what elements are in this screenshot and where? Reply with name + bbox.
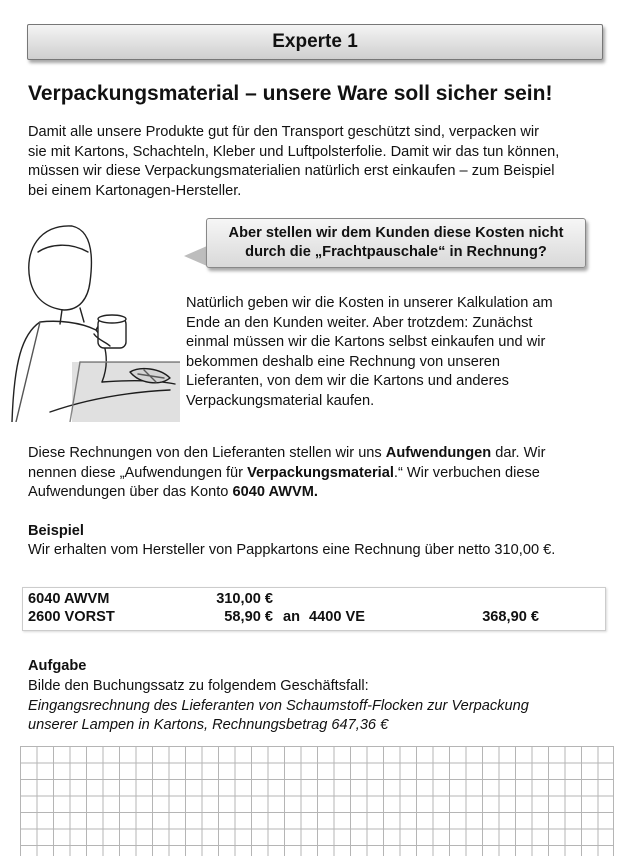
person-illustration: [10, 222, 180, 422]
title-banner: [27, 24, 603, 60]
bold-term: Aufwendungen: [385, 445, 492, 461]
speech-bubble-tail: [184, 246, 207, 266]
bubble-line: Aber stellen wir dem Kunden diese Kosten nicht: [228, 224, 564, 241]
explanation-paragraph: [186, 294, 606, 411]
accounts-line: [28, 483, 618, 503]
accounts-line: [28, 444, 618, 464]
debit-amount-1: 310,00 €: [216, 591, 273, 607]
intro-line: bei einem Kartonagen-Hersteller.: [28, 182, 242, 199]
task-line: Bilde den Buchungssatz zu folgendem Geschäftsfall:: [28, 678, 369, 694]
intro-line: Damit alle unsere Produkte gut für den Transport geschützt sind, verpacken wir: [28, 124, 540, 140]
task-case-text: Eingangsrechnung des Lieferanten von Schaumstoff-Flocken zur Verpackung: [28, 697, 529, 714]
task-text: [28, 677, 618, 736]
bubble-line: durch die „Frachtpauschale“ in Rechnung?: [245, 244, 547, 260]
task-line: [28, 716, 618, 736]
example-text: Wir erhalten vom Hersteller von Pappkartons eine Rechnung über netto 310,00 €.: [28, 542, 556, 558]
debit-account-2: 2600 VORST: [28, 609, 115, 625]
intro-paragraph: [28, 123, 618, 201]
credit-amount: 368,90 €: [482, 609, 539, 625]
task-title: Aufgabe: [28, 658, 87, 674]
bold-term: Verpackungsmaterial: [247, 464, 394, 481]
booking-entry: [22, 587, 606, 631]
accounts-paragraph: [28, 444, 618, 503]
speech-bubble: [206, 218, 586, 268]
task-line: [28, 697, 618, 717]
text-run: .“ Wir verbuchen diese: [393, 464, 540, 481]
answer-grid[interactable]: [20, 746, 614, 856]
debit-account-1: 6040 AWVM: [28, 591, 110, 607]
page-heading: Verpackungsmaterial – unsere Ware soll sicher sein!: [28, 82, 553, 105]
example-title: Beispiel: [28, 523, 84, 539]
accounts-line: [28, 464, 618, 484]
banner-title: Experte 1: [272, 31, 358, 52]
text-run: nennen diese „Aufwendungen für: [28, 464, 248, 481]
text-run: Diese Rechnungen von den Lieferanten stellen wir uns: [28, 445, 386, 461]
explanation-line: einmal müssen wir die Kartons selbst einkaufen und wir: [186, 334, 546, 350]
account-code: 6040 AWVM.: [232, 484, 318, 500]
explanation-line: Lieferanten, von dem wir die Kartons und anderes: [186, 373, 509, 389]
debit-amount-2: 58,90 €: [224, 609, 273, 625]
explanation-line: Ende an den Kunden weiter. Aber trotzdem: Zunächst: [186, 314, 533, 331]
text-run: Aufwendungen über das Konto: [28, 484, 233, 500]
task-case-text: unserer Lampen in Kartons, Rechnungsbetrag 647,36 €: [28, 717, 389, 733]
text-run: dar. Wir: [491, 445, 546, 461]
intro-line: müssen wir diese Verpackungsmaterialien natürlich erst einkaufen – zum Beispiel: [28, 163, 555, 179]
intro-line: sie mit Kartons, Schachteln, Kleber und Luftpolsterfolie. Damit wir das tun können,: [28, 143, 560, 160]
credit-account: 4400 VE: [309, 609, 365, 625]
explanation-line: Verpackungsmaterial kaufen.: [186, 392, 375, 409]
an-keyword: an: [283, 609, 301, 625]
explanation-line: Natürlich geben wir die Kosten in unserer Kalkulation am: [186, 295, 553, 311]
explanation-line: bekommen deshalb eine Rechnung von unseren: [186, 353, 500, 370]
